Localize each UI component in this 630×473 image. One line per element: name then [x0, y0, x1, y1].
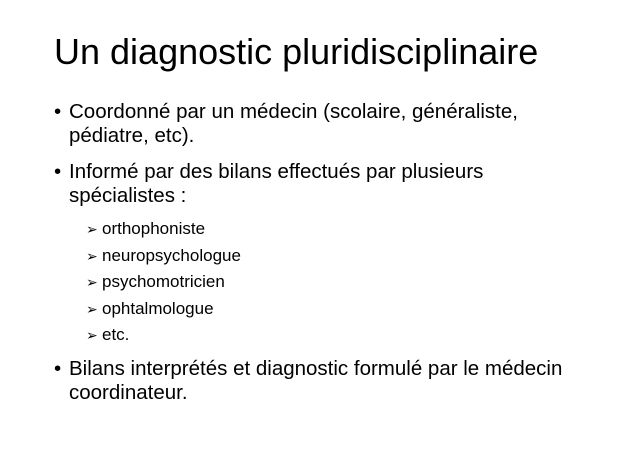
- bullet-text: Coordonné par un médecin (scolaire, généraliste, pédiatre, etc).: [69, 100, 518, 147]
- list-item: [86, 216, 241, 243]
- bullet-text: Informé par des bilans effectués par plusieurs spécialistes :: [69, 160, 484, 207]
- list-item-label: ophtalmologue: [102, 298, 214, 318]
- bullet-dot: •: [54, 357, 62, 380]
- bullet-dot: •: [54, 160, 62, 183]
- arrow-bullet-icon: ➢: [86, 221, 98, 237]
- list-item: [86, 322, 241, 349]
- arrow-bullet-icon: ➢: [86, 274, 98, 290]
- bullet-conclusion: [54, 357, 594, 405]
- list-item-label: neuropsychologue: [102, 245, 241, 265]
- bullet-coordination: [54, 100, 594, 148]
- list-item-label: psychomotricien: [102, 272, 225, 291]
- arrow-bullet-icon: ➢: [86, 300, 98, 317]
- bullet-dot: •: [54, 100, 62, 123]
- specialist-list: [86, 216, 241, 349]
- list-item: [86, 296, 241, 323]
- list-item-label: orthophoniste: [102, 219, 206, 238]
- list-item: [86, 243, 241, 270]
- list-item-label: etc.: [102, 325, 130, 344]
- list-item: [86, 269, 241, 296]
- bullet-bilans-specialistes: [54, 160, 594, 208]
- arrow-bullet-icon: ➢: [86, 327, 98, 343]
- slide-title: Un diagnostic pluridisciplinaire: [54, 31, 539, 72]
- arrow-bullet-icon: ➢: [86, 247, 98, 264]
- bullet-text: Bilans interprétés et diagnostic formulé par le médecin coordinateur.: [69, 357, 563, 404]
